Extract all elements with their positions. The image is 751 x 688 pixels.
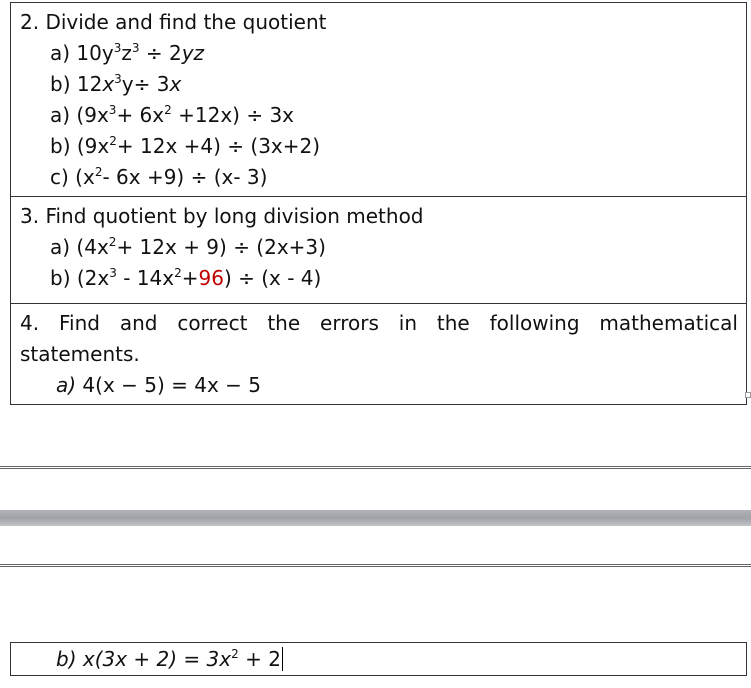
q3-item-b: b) $(2x^3 - 14x^2+96) \div (x - 4)$ [50,266,322,290]
question-4-continued-cell[interactable]: b) $x(3x + 2) = 3x^2 + 2$ [10,642,747,676]
question-3-heading: 3. Find quotient by long division method [20,204,424,228]
question-3-cell[interactable] [11,197,746,304]
q2-item-a2: a) $(9x^3+ 6x^2 +12x) \div 3x$ [50,103,295,127]
question-4-heading-cont: statements. [20,342,140,366]
highlighted-number: 96 [198,266,224,290]
text-cursor [282,647,283,671]
question-2-heading: 2. Divide and find the quotient [20,10,327,34]
question-4-heading: 4. Find and correct the errors in the following mathematical [20,311,738,335]
q2-item-c: c) ($x^2-$ 6x +9) ÷ (x- 3) [50,165,268,189]
q2-item-b: b) $12x^3y\div 3x$ [50,72,182,96]
questions-table [10,2,747,405]
q2-item-a: a) $10y^3z^3 \div 2yz$ [50,41,205,65]
page-top-edge [0,564,751,567]
table-resize-handle[interactable] [745,392,751,398]
question-4-cell[interactable] [11,304,746,404]
q2-item-b2: b) $(9x^2+ 12x +4) \div (3x+2)$ [50,134,321,158]
q3-item-a: a) $(4x^2+ 12x + 9) \div (2x+3)$ [50,235,326,259]
question-2-cell[interactable] [11,3,746,197]
q4-item-a: a) 4(x − 5) = 4x − 5 [56,373,262,397]
page-bottom-edge [0,466,751,469]
page-gap-separator [0,510,751,526]
